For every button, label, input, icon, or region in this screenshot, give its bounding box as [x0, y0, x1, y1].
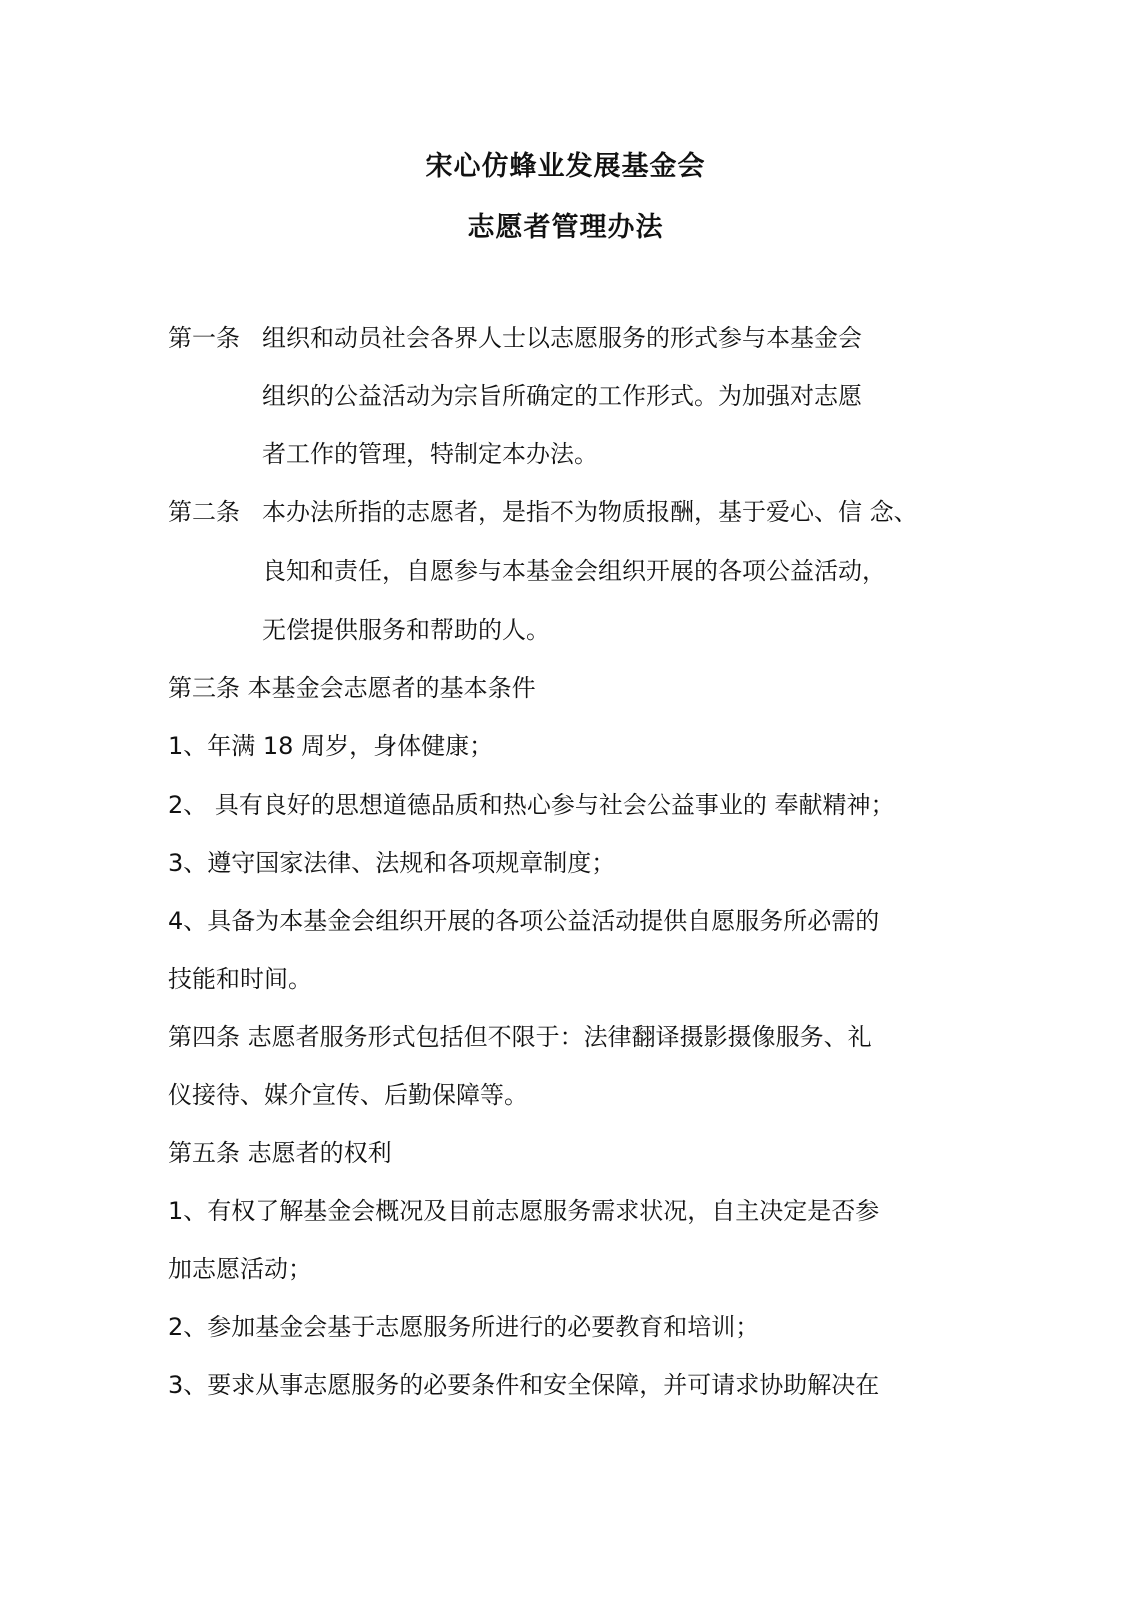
- article4-line2: 仪接待、媒介宣传、后勤保障等。: [168, 1081, 528, 1109]
- article5-item2: 2、参加基金会基于志愿服务所进行的必要教育和培训；: [168, 1313, 760, 1341]
- article2-line2: 良知和责任，自愿参与本基金会组织开展的各项公益活动，: [262, 557, 886, 585]
- article2-line1: 本办法所指的志愿者，是指不为物质报酬，基于爱心、信 念、: [262, 498, 918, 526]
- article1-line3: 者工作的管理，特制定本办法。: [262, 440, 598, 468]
- document-title-line1: 宋心仿蜂业发展基金会: [425, 151, 706, 182]
- article2-label: 第二条: [168, 498, 240, 526]
- article5-item3: 3、要求从事志愿服务的必要条件和安全保障，并可请求协助解决在: [168, 1371, 880, 1399]
- article5-item1-cont: 加志愿活动；: [168, 1255, 312, 1283]
- article1-line2: 组织的公益活动为宗旨所确定的工作形式。为加强对志愿: [262, 382, 862, 410]
- article1-line1: 组织和动员社会各界人士以志愿服务的形式参与本基金会: [262, 324, 862, 352]
- article1-label: 第一条: [168, 324, 240, 352]
- article3-item1: 1、年满 18 周岁，身体健康；: [168, 732, 494, 760]
- article3-item4-cont: 技能和时间。: [168, 965, 312, 993]
- article5-item1: 1、有权了解基金会概况及目前志愿服务需求状况，自主决定是否参: [168, 1197, 880, 1225]
- article2-line3: 无偿提供服务和帮助的人。: [262, 616, 550, 644]
- article3-item4: 4、具备为本基金会组织开展的各项公益活动提供自愿服务所必需的: [168, 907, 880, 935]
- article3-heading: 第三条 本基金会志愿者的基本条件: [168, 674, 536, 702]
- document-title-line2: 志愿者管理办法: [467, 212, 664, 243]
- article3-item3: 3、遵守国家法律、法规和各项规章制度；: [168, 849, 616, 877]
- article5-heading: 第五条 志愿者的权利: [168, 1139, 392, 1167]
- article3-item2: 2、 具有良好的思想道德品质和热心参与社会公益事业的 奉献精神；: [168, 791, 895, 819]
- article4-line1: 第四条 志愿者服务形式包括但不限于：法律翻译摄影摄像服务、礼: [168, 1023, 872, 1051]
